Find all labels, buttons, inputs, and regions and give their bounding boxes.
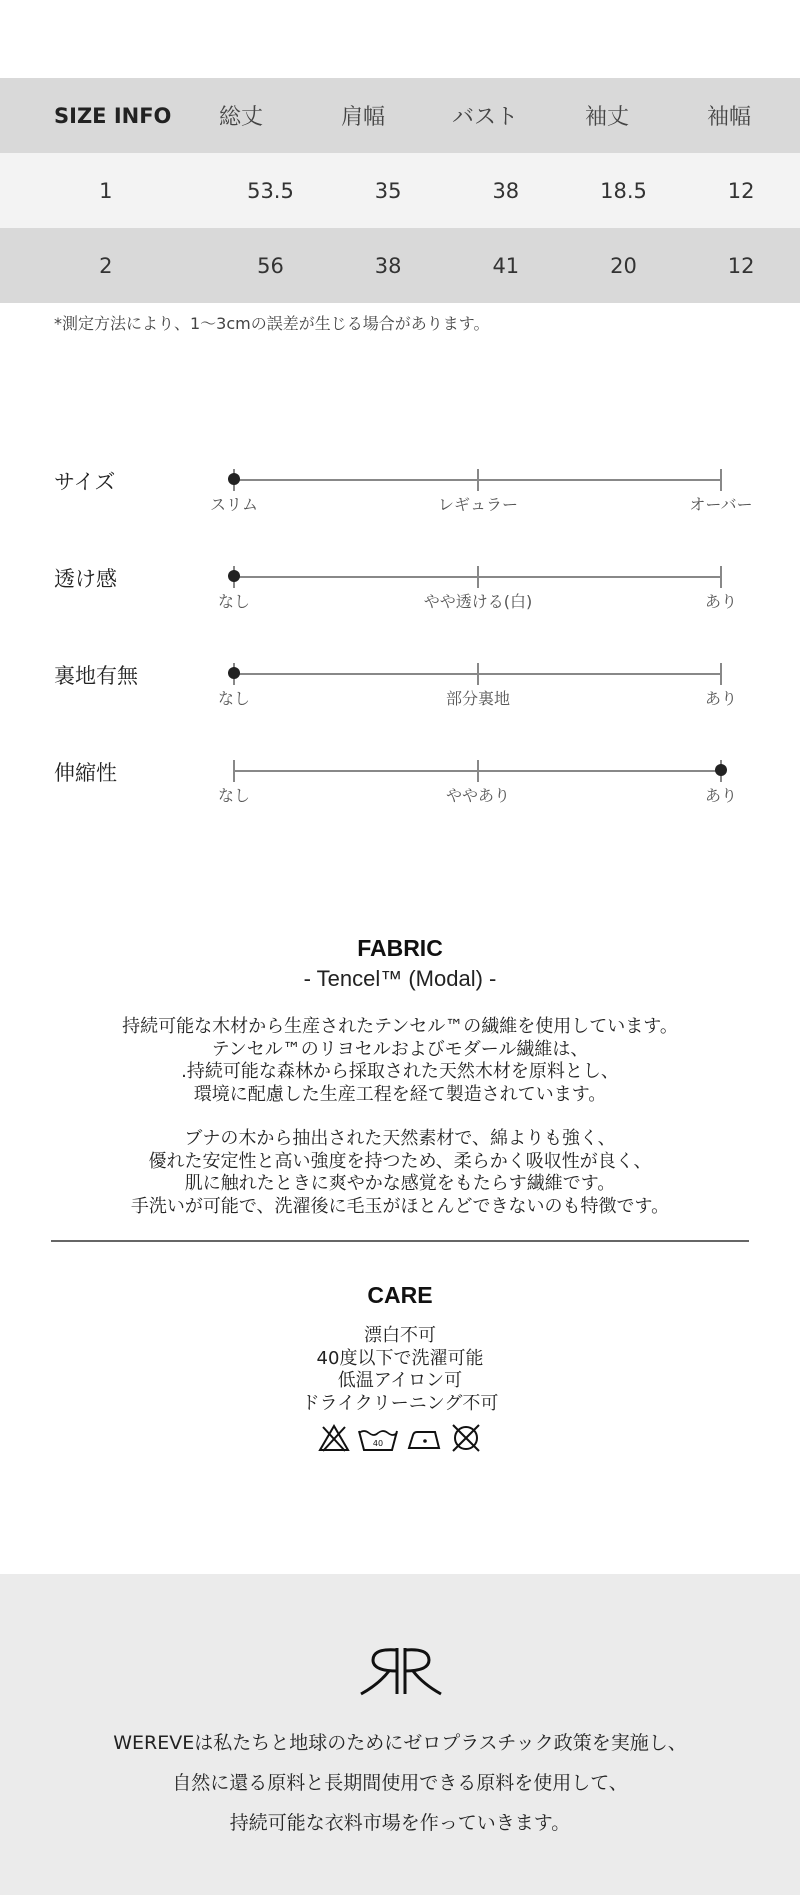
fabric-line: 優れた安定性と高い強度を持つため、柔らかく吸収性が良く、 [148, 1150, 652, 1172]
scale-selected-dot [228, 473, 240, 485]
attribute-label: 透け感 [54, 567, 117, 591]
size-value: 35 [374, 178, 402, 203]
fabric-line: ブナの木から抽出された天然素材で、綿よりも強く、 [184, 1128, 616, 1149]
size-value: 53.5 [247, 178, 294, 203]
scale-mark: スリム [209, 495, 259, 514]
size-value: 56 [257, 253, 284, 278]
scale-tick [477, 760, 479, 782]
scale-mark: あり [704, 689, 738, 708]
footer-line: 持続可能な衣料市場を作っていきます。 [229, 1812, 571, 1834]
size-value: 20 [610, 253, 637, 278]
scale-tick [233, 760, 235, 782]
care-line: 低温アイロン可 [337, 1370, 463, 1391]
size-value: 18.5 [600, 178, 647, 203]
fabric-title: FABRIC [357, 935, 443, 961]
scale-mark: なし [217, 689, 251, 708]
scale-mark: レギュラー [437, 495, 519, 514]
no-bleach-icon [317, 1423, 351, 1453]
size-row-1 [0, 153, 800, 228]
care-section [0, 1282, 800, 1453]
fabric-line: 手洗いが可能で、洗濯後に毛玉がほとんどできないのも特徴です。 [130, 1195, 670, 1217]
care-title: CARE [367, 1282, 433, 1308]
size-value: 38 [492, 178, 520, 203]
scale-mark: なし [217, 786, 251, 805]
fabric-line: 環境に配慮した生産工程を経て製造されています。 [193, 1083, 607, 1105]
care-line: ドライクリーニング不可 [301, 1392, 499, 1414]
brand-logo [353, 1644, 447, 1698]
care-line: 40度以下で洗濯可能 [316, 1347, 484, 1369]
header-length: 総丈 [218, 105, 263, 130]
footer-line: 自然に還る原料と長期間使用できる原料を使用して、 [172, 1772, 628, 1794]
size-value: 41 [492, 253, 520, 278]
size-info-heading: SIZE INFO [54, 103, 172, 128]
size-value: 38 [374, 253, 402, 278]
attribute-label: サイズ [54, 470, 116, 494]
size-value: 12 [727, 178, 755, 203]
size-note: *測定方法により、1〜3cmの誤差が生じる場合があります。 [54, 314, 490, 333]
wash-40-icon [357, 1423, 399, 1453]
fabric-subtitle: - Tencel™ (Modal) - [303, 966, 497, 991]
brand-footer [0, 1574, 800, 1895]
scale-selected-dot [228, 667, 240, 679]
attribute-scale-transparency [0, 563, 800, 633]
scale-mark: なし [217, 592, 251, 611]
header-shoulder: 肩幅 [340, 105, 385, 130]
fabric-line: 肌に触れたときに爽やかな感覚をもたらす繊維です。 [184, 1173, 616, 1194]
attribute-scale-stretch [0, 757, 800, 827]
scale-tick [720, 469, 722, 491]
size-value: 12 [727, 253, 755, 278]
scale-mark: あり [704, 592, 738, 611]
attribute-scale-lining [0, 660, 800, 730]
scale-tick [477, 663, 479, 685]
wash-temp-label: 40 [372, 1439, 384, 1448]
attribute-label: 伸縮性 [54, 761, 117, 785]
fabric-description-1 [0, 1016, 800, 1106]
no-dry-clean-icon [449, 1423, 483, 1453]
scale-mark: やや透ける(白) [423, 592, 533, 611]
care-icons [0, 1423, 800, 1453]
size-row-2 [0, 228, 800, 303]
size-label: 1 [99, 178, 113, 203]
care-line: 漂白不可 [364, 1325, 436, 1346]
size-table [0, 78, 800, 303]
scale-selected-dot [228, 570, 240, 582]
scale-tick [720, 566, 722, 588]
fabric-line: .持続可能な森林から採取された天然木材を原料とし、 [181, 1061, 619, 1082]
scale-mark: ややあり [445, 786, 511, 805]
header-sleeve-length: 袖丈 [584, 105, 629, 130]
header-sleeve-width: 袖幅 [706, 105, 751, 130]
attribute-scale-size [0, 466, 800, 536]
size-table-header [0, 78, 800, 153]
scale-tick [477, 566, 479, 588]
scale-tick [477, 469, 479, 491]
scale-mark: 部分裏地 [445, 689, 511, 708]
size-label: 2 [99, 253, 113, 278]
fabric-line: 持続可能な木材から生産されたテンセル™の繊維を使用しています。 [122, 1016, 678, 1037]
scale-selected-dot [715, 764, 727, 776]
footer-line: WEREVEは私たちと地球のためにゼロプラスチック政策を実施し、 [113, 1732, 687, 1754]
fabric-section [0, 935, 800, 1218]
header-bust: バスト [451, 105, 518, 130]
fabric-description-2 [0, 1128, 800, 1218]
attribute-label: 裏地有無 [54, 664, 138, 688]
scale-tick [720, 663, 722, 685]
iron-low-icon [405, 1423, 443, 1453]
care-instructions [0, 1325, 800, 1415]
section-divider [51, 1240, 749, 1242]
scale-mark: オーバー [689, 495, 753, 514]
fabric-line: テンセル™のリヨセルおよびモダール繊維は、 [211, 1038, 589, 1060]
scale-mark: あり [704, 786, 738, 805]
